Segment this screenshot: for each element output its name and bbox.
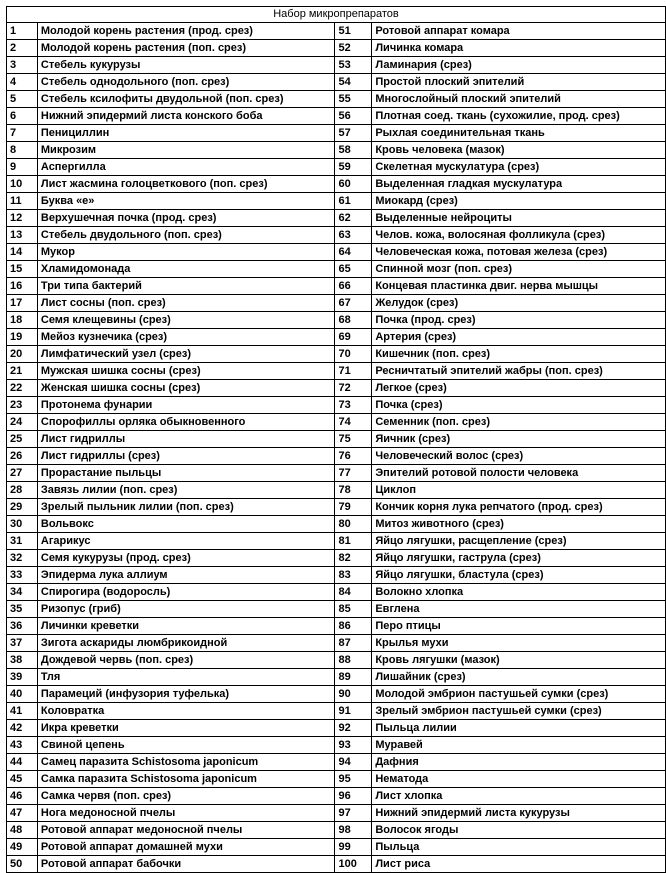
- specimen-name: Волосок ягоды: [372, 822, 666, 839]
- specimen-number: 71: [335, 363, 372, 380]
- specimen-name: Парамеций (инфузория туфелька): [37, 686, 335, 703]
- table-title: Набор микропрепаратов: [7, 7, 666, 23]
- specimen-number: 55: [335, 91, 372, 108]
- specimen-number: 23: [7, 397, 38, 414]
- specimen-name: Лист хлопка: [372, 788, 666, 805]
- specimen-number: 84: [335, 584, 372, 601]
- specimen-name: Ламинария (срез): [372, 57, 666, 74]
- specimen-name: Пыльца: [372, 839, 666, 856]
- table-row: [7, 567, 666, 584]
- specimen-number: 11: [7, 193, 38, 210]
- specimen-name: Почка (прод. срез): [372, 312, 666, 329]
- specimen-name: Семенник (поп. срез): [372, 414, 666, 431]
- specimen-number: 7: [7, 125, 38, 142]
- table-row: [7, 839, 666, 856]
- table-row: [7, 380, 666, 397]
- specimen-name: Лист гидриллы: [37, 431, 335, 448]
- specimen-name: Митоз животного (срез): [372, 516, 666, 533]
- table-row: [7, 822, 666, 839]
- specimen-number: 35: [7, 601, 38, 618]
- specimen-number: 16: [7, 278, 38, 295]
- specimen-number: 21: [7, 363, 38, 380]
- specimen-name: Дождевой червь (поп. срез): [37, 652, 335, 669]
- specimen-number: 31: [7, 533, 38, 550]
- table-row: [7, 40, 666, 57]
- specimen-number: 97: [335, 805, 372, 822]
- specimen-number: 85: [335, 601, 372, 618]
- specimen-name: Хламидомонада: [37, 261, 335, 278]
- specimen-name: Скелетная мускулатура (срез): [372, 159, 666, 176]
- specimen-number: 72: [335, 380, 372, 397]
- specimen-name: Семя кукурузы (прод. срез): [37, 550, 335, 567]
- specimen-number: 87: [335, 635, 372, 652]
- specimen-number: 22: [7, 380, 38, 397]
- specimen-name: Нижний эпидермий листа конского боба: [37, 108, 335, 125]
- specimen-name: Мужская шишка сосны (срез): [37, 363, 335, 380]
- specimen-number: 61: [335, 193, 372, 210]
- specimen-number: 95: [335, 771, 372, 788]
- specimen-name: Тля: [37, 669, 335, 686]
- specimen-number: 8: [7, 142, 38, 159]
- specimen-name: Лист гидриллы (срез): [37, 448, 335, 465]
- specimen-name: Молодой корень растения (прод. срез): [37, 23, 335, 40]
- table-row: [7, 737, 666, 754]
- specimen-name: Легкое (срез): [372, 380, 666, 397]
- specimen-number: 19: [7, 329, 38, 346]
- table-row: [7, 431, 666, 448]
- specimen-name: Почка (срез): [372, 397, 666, 414]
- specimen-number: 63: [335, 227, 372, 244]
- table-row: [7, 414, 666, 431]
- table-row: [7, 856, 666, 873]
- specimen-name: Рыхлая соединительная ткань: [372, 125, 666, 142]
- specimen-number: 69: [335, 329, 372, 346]
- specimen-number: 44: [7, 754, 38, 771]
- specimen-name: Ресничтатый эпителий жабры (поп. срез): [372, 363, 666, 380]
- specimen-name: Эпителий ротовой полости человека: [372, 465, 666, 482]
- specimen-number: 67: [335, 295, 372, 312]
- specimen-name: Ротовой аппарат домашней мухи: [37, 839, 335, 856]
- specimen-number: 4: [7, 74, 38, 91]
- specimen-name: Спирогира (водоросль): [37, 584, 335, 601]
- specimen-name: Яйцо лягушки, гаструла (срез): [372, 550, 666, 567]
- specimen-number: 93: [335, 737, 372, 754]
- specimen-name: Стебель кукурузы: [37, 57, 335, 74]
- specimen-name: Перо птицы: [372, 618, 666, 635]
- specimen-number: 89: [335, 669, 372, 686]
- specimen-name: Агарикус: [37, 533, 335, 550]
- specimen-name: Кровь лягушки (мазок): [372, 652, 666, 669]
- specimen-number: 68: [335, 312, 372, 329]
- specimen-name: Коловратка: [37, 703, 335, 720]
- specimen-number: 66: [335, 278, 372, 295]
- table-row: [7, 278, 666, 295]
- specimen-number: 41: [7, 703, 38, 720]
- specimen-number: 30: [7, 516, 38, 533]
- specimen-number: 70: [335, 346, 372, 363]
- specimen-number: 64: [335, 244, 372, 261]
- specimen-name: Стебель двудольного (поп. срез): [37, 227, 335, 244]
- specimen-name: Зрелый эмбрион пастушьей сумки (срез): [372, 703, 666, 720]
- table-row: [7, 771, 666, 788]
- specimen-number: 57: [335, 125, 372, 142]
- specimen-number: 74: [335, 414, 372, 431]
- specimen-number: 62: [335, 210, 372, 227]
- specimen-name: Самка паразита Schistosoma japonicum: [37, 771, 335, 788]
- specimen-name: Выделенные нейроциты: [372, 210, 666, 227]
- specimen-name: Евглена: [372, 601, 666, 618]
- specimen-number: 59: [335, 159, 372, 176]
- specimen-number: 45: [7, 771, 38, 788]
- specimen-name: Яйцо лягушки, расщепление (срез): [372, 533, 666, 550]
- specimen-name: Миокард (срез): [372, 193, 666, 210]
- specimen-name: Стебель ксилофиты двудольной (поп. срез): [37, 91, 335, 108]
- specimen-name: Икра креветки: [37, 720, 335, 737]
- specimen-number: 15: [7, 261, 38, 278]
- specimen-number: 24: [7, 414, 38, 431]
- specimen-number: 73: [335, 397, 372, 414]
- specimen-name: Аспергилла: [37, 159, 335, 176]
- specimen-name: Три типа бактерий: [37, 278, 335, 295]
- specimen-number: 46: [7, 788, 38, 805]
- table-row: [7, 193, 666, 210]
- specimen-name: Дафния: [372, 754, 666, 771]
- specimen-number: 99: [335, 839, 372, 856]
- table-row: [7, 652, 666, 669]
- specimen-number: 26: [7, 448, 38, 465]
- specimen-name: Вольвокс: [37, 516, 335, 533]
- specimen-name: Свиной цепень: [37, 737, 335, 754]
- specimen-name: Ризопус (гриб): [37, 601, 335, 618]
- table-row: [7, 516, 666, 533]
- table-row: [7, 227, 666, 244]
- specimen-name: Простой плоский эпителий: [372, 74, 666, 91]
- specimen-name: Человеческий волос (срез): [372, 448, 666, 465]
- specimen-name: Буква «е»: [37, 193, 335, 210]
- specimen-number: 81: [335, 533, 372, 550]
- specimen-number: 20: [7, 346, 38, 363]
- specimen-name: Ротовой аппарат комара: [372, 23, 666, 40]
- table-row: [7, 601, 666, 618]
- specimen-number: 98: [335, 822, 372, 839]
- specimen-table: [6, 6, 666, 873]
- specimen-number: 32: [7, 550, 38, 567]
- table-row: [7, 482, 666, 499]
- specimen-number: 5: [7, 91, 38, 108]
- specimen-number: 3: [7, 57, 38, 74]
- specimen-name: Желудок (срез): [372, 295, 666, 312]
- specimen-number: 34: [7, 584, 38, 601]
- specimen-name: Самка червя (поп. срез): [37, 788, 335, 805]
- specimen-number: 88: [335, 652, 372, 669]
- table-row: [7, 618, 666, 635]
- table-row: [7, 720, 666, 737]
- specimen-name: Лист сосны (поп. срез): [37, 295, 335, 312]
- specimen-name: Ротовой аппарат медоносной пчелы: [37, 822, 335, 839]
- specimen-number: 58: [335, 142, 372, 159]
- specimen-name: Крылья мухи: [372, 635, 666, 652]
- specimen-number: 90: [335, 686, 372, 703]
- table-row: [7, 448, 666, 465]
- specimen-name: Челов. кожа, волосяная фолликула (срез): [372, 227, 666, 244]
- table-row: [7, 125, 666, 142]
- specimen-number: 9: [7, 159, 38, 176]
- specimen-name: Плотная соед. ткань (сухожилие, прод. срез): [372, 108, 666, 125]
- specimen-number: 39: [7, 669, 38, 686]
- specimen-number: 38: [7, 652, 38, 669]
- specimen-name: Стебель однодольного (поп. срез): [37, 74, 335, 91]
- table-row: [7, 499, 666, 516]
- table-row: [7, 669, 666, 686]
- specimen-name: Семя клещевины (срез): [37, 312, 335, 329]
- table-body: [7, 23, 666, 873]
- specimen-number: 13: [7, 227, 38, 244]
- specimen-name: Завязь лилии (поп. срез): [37, 482, 335, 499]
- specimen-name: Прорастание пыльцы: [37, 465, 335, 482]
- table-row: [7, 312, 666, 329]
- specimen-name: Спинной мозг (поп. срез): [372, 261, 666, 278]
- specimen-number: 17: [7, 295, 38, 312]
- specimen-number: 86: [335, 618, 372, 635]
- table-header-row: [7, 7, 666, 23]
- specimen-name: Нижний эпидермий листа кукурузы: [372, 805, 666, 822]
- specimen-number: 47: [7, 805, 38, 822]
- specimen-number: 25: [7, 431, 38, 448]
- table-row: [7, 295, 666, 312]
- specimen-number: 33: [7, 567, 38, 584]
- specimen-number: 27: [7, 465, 38, 482]
- specimen-name: Циклоп: [372, 482, 666, 499]
- specimen-number: 29: [7, 499, 38, 516]
- table-row: [7, 23, 666, 40]
- specimen-number: 50: [7, 856, 38, 873]
- specimen-name: Лишайник (срез): [372, 669, 666, 686]
- specimen-name: Лист жасмина голоцветкового (поп. срез): [37, 176, 335, 193]
- specimen-name: Молодой корень растения (поп. срез): [37, 40, 335, 57]
- specimen-number: 52: [335, 40, 372, 57]
- specimen-number: 1: [7, 23, 38, 40]
- specimen-name: Спорофиллы орляка обыкновенного: [37, 414, 335, 431]
- specimen-number: 91: [335, 703, 372, 720]
- specimen-number: 2: [7, 40, 38, 57]
- table-row: [7, 210, 666, 227]
- table-row: [7, 261, 666, 278]
- specimen-number: 83: [335, 567, 372, 584]
- specimen-name: Женская шишка сосны (срез): [37, 380, 335, 397]
- table-row: [7, 397, 666, 414]
- specimen-name: Пенициллин: [37, 125, 335, 142]
- specimen-number: 10: [7, 176, 38, 193]
- specimen-name: Яйцо лягушки, бластула (срез): [372, 567, 666, 584]
- table-row: [7, 244, 666, 261]
- specimen-number: 48: [7, 822, 38, 839]
- specimen-name: Волокно хлопка: [372, 584, 666, 601]
- specimen-name: Протонема фунарии: [37, 397, 335, 414]
- table-row: [7, 686, 666, 703]
- specimen-name: Кровь человека (мазок): [372, 142, 666, 159]
- specimen-name: Человеческая кожа, потовая железа (срез): [372, 244, 666, 261]
- specimen-number: 36: [7, 618, 38, 635]
- specimen-name: Нематода: [372, 771, 666, 788]
- specimen-number: 100: [335, 856, 372, 873]
- specimen-name: Самец паразита Schistosoma japonicum: [37, 754, 335, 771]
- specimen-number: 51: [335, 23, 372, 40]
- specimen-number: 92: [335, 720, 372, 737]
- specimen-name: Кончик корня лука репчатого (прод. срез): [372, 499, 666, 516]
- table-row: [7, 465, 666, 482]
- table-row: [7, 363, 666, 380]
- specimen-number: 18: [7, 312, 38, 329]
- specimen-name: Ротовой аппарат бабочки: [37, 856, 335, 873]
- table-row: [7, 754, 666, 771]
- table-row: [7, 550, 666, 567]
- specimen-name: Эпидерма лука аллиум: [37, 567, 335, 584]
- specimen-number: 65: [335, 261, 372, 278]
- specimen-number: 53: [335, 57, 372, 74]
- specimen-name: Личинка комара: [372, 40, 666, 57]
- specimen-number: 75: [335, 431, 372, 448]
- specimen-name: Кишечник (поп. срез): [372, 346, 666, 363]
- table-row: [7, 159, 666, 176]
- specimen-number: 40: [7, 686, 38, 703]
- specimen-number: 79: [335, 499, 372, 516]
- specimen-number: 54: [335, 74, 372, 91]
- specimen-name: Мейоз кузнечика (срез): [37, 329, 335, 346]
- specimen-number: 43: [7, 737, 38, 754]
- specimen-name: Мукор: [37, 244, 335, 261]
- specimen-number: 14: [7, 244, 38, 261]
- specimen-number: 37: [7, 635, 38, 652]
- table-row: [7, 74, 666, 91]
- table-row: [7, 142, 666, 159]
- specimen-name: Многослойный плоский эпителий: [372, 91, 666, 108]
- table-row: [7, 805, 666, 822]
- specimen-name: Верхушечная почка (прод. срез): [37, 210, 335, 227]
- specimen-number: 42: [7, 720, 38, 737]
- specimen-number: 28: [7, 482, 38, 499]
- table-row: [7, 788, 666, 805]
- specimen-number: 77: [335, 465, 372, 482]
- table-row: [7, 176, 666, 193]
- specimen-name: Лист риса: [372, 856, 666, 873]
- table-row: [7, 533, 666, 550]
- specimen-number: 96: [335, 788, 372, 805]
- specimen-name: Пыльца лилии: [372, 720, 666, 737]
- table-row: [7, 635, 666, 652]
- specimen-name: Концевая пластинка двиг. нерва мышцы: [372, 278, 666, 295]
- specimen-name: Муравей: [372, 737, 666, 754]
- specimen-name: Яичник (срез): [372, 431, 666, 448]
- table-row: [7, 108, 666, 125]
- specimen-number: 12: [7, 210, 38, 227]
- specimen-name: Молодой эмбрион пастушьей сумки (срез): [372, 686, 666, 703]
- specimen-name: Зрелый пыльник лилии (поп. срез): [37, 499, 335, 516]
- table-row: [7, 584, 666, 601]
- specimen-name: Микрозим: [37, 142, 335, 159]
- specimen-number: 76: [335, 448, 372, 465]
- specimen-name: Артерия (срез): [372, 329, 666, 346]
- table-row: [7, 91, 666, 108]
- table-row: [7, 346, 666, 363]
- specimen-number: 56: [335, 108, 372, 125]
- table-row: [7, 57, 666, 74]
- specimen-number: 49: [7, 839, 38, 856]
- specimen-number: 6: [7, 108, 38, 125]
- table-row: [7, 329, 666, 346]
- specimen-name: Лимфатический узел (срез): [37, 346, 335, 363]
- specimen-number: 80: [335, 516, 372, 533]
- specimen-number: 60: [335, 176, 372, 193]
- specimen-number: 78: [335, 482, 372, 499]
- specimen-name: Выделенная гладкая мускулатура: [372, 176, 666, 193]
- specimen-name: Личинки креветки: [37, 618, 335, 635]
- specimen-name: Нога медоносной пчелы: [37, 805, 335, 822]
- table-row: [7, 703, 666, 720]
- specimen-number: 82: [335, 550, 372, 567]
- specimen-name: Зигота аскариды люмбрикоидной: [37, 635, 335, 652]
- specimen-number: 94: [335, 754, 372, 771]
